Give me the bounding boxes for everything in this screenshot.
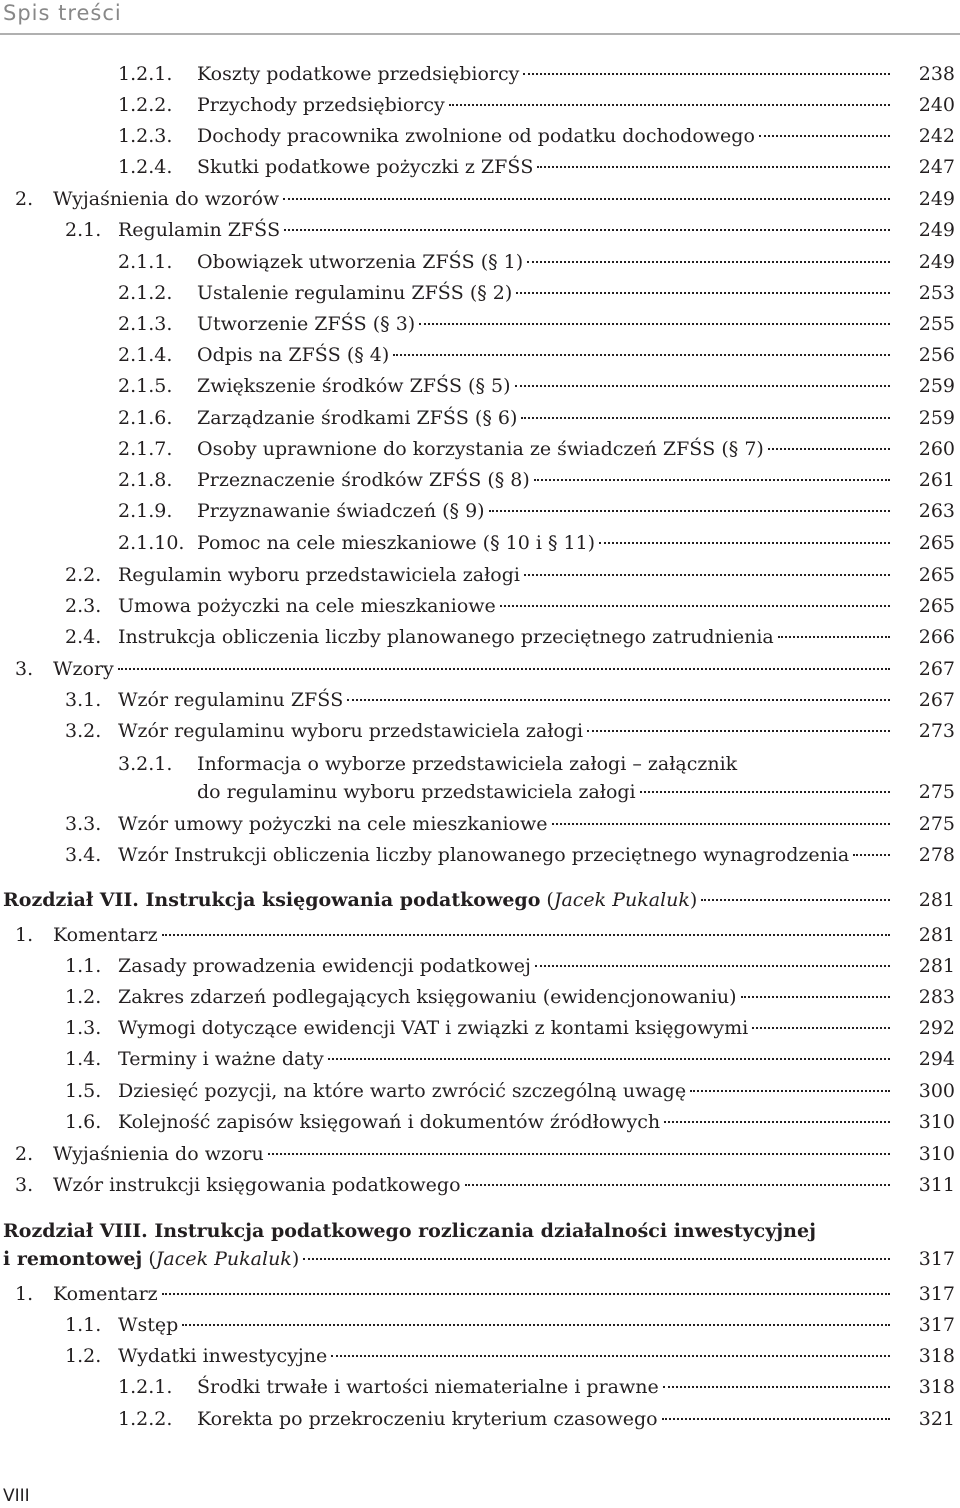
running-head-title: Spis treści xyxy=(3,1,122,25)
dot-leader xyxy=(853,854,890,856)
toc-entry[interactable] xyxy=(0,1014,960,1044)
toc-entry[interactable] xyxy=(0,778,960,808)
toc-entry-number: 2.1.5. xyxy=(118,375,173,397)
toc-entry-leader xyxy=(118,841,892,869)
dot-leader xyxy=(752,1027,890,1029)
toc-entry-leader xyxy=(53,1140,892,1168)
toc-entry-title: Środki trwałe i wartości niematerialne i prawne xyxy=(197,1376,659,1398)
toc-entry-number: 3.3. xyxy=(65,813,102,835)
toc-entry[interactable] xyxy=(0,341,960,371)
toc-entry-title: Wymogi dotyczące ewidencji VAT i związki z kontami księgowymi xyxy=(118,1017,749,1039)
toc-entry-page: 300 xyxy=(918,1080,955,1102)
toc-entry-leader xyxy=(118,1311,892,1339)
toc-entry-number: 3. xyxy=(15,1174,34,1196)
toc-entry-number: 2.1.9. xyxy=(118,500,173,522)
toc-entry-number: 1.2.3. xyxy=(118,125,173,147)
toc-entry-title: Dziesięć pozycji, na które warto zwrócić szczególną uwagę xyxy=(118,1080,687,1102)
toc-entry-number: 2.1.1. xyxy=(118,251,173,273)
toc-entry-title: Instrukcja obliczenia liczby planowanego przeciętnego zatrudnienia xyxy=(118,626,774,648)
toc-entry-title: Wzór umowy pożyczki na cele mieszkaniowe xyxy=(118,813,548,835)
toc-entry-page: 281 xyxy=(918,924,955,946)
toc-entry[interactable] xyxy=(0,952,960,982)
toc-entry-page: 292 xyxy=(918,1017,955,1039)
toc-entry-title: Odpis na ZFŚS (§ 4) xyxy=(197,344,390,366)
toc-entry[interactable] xyxy=(0,886,960,916)
toc-entry[interactable] xyxy=(0,841,960,871)
toc-entry-title: Przychody przedsiębiorcy xyxy=(197,94,445,116)
toc-entry-page: 275 xyxy=(918,781,955,803)
toc-entry-number: 2.1.10. xyxy=(118,532,185,554)
toc-entry[interactable] xyxy=(0,1140,960,1170)
toc-entry-page: 247 xyxy=(918,156,955,178)
toc-entry-page: 281 xyxy=(918,889,955,911)
toc-entry-number: 2.3. xyxy=(65,595,102,617)
dot-leader xyxy=(552,823,890,825)
toc-entry-number: 2.1.8. xyxy=(118,469,173,491)
toc-entry-leader xyxy=(197,91,892,119)
toc-entry-leader xyxy=(53,185,892,213)
toc-entry-number: 1.2.2. xyxy=(118,1408,173,1430)
chapter-title: Rozdział VII. Instrukcja księgowania podatkowego xyxy=(3,889,541,911)
toc-entry[interactable] xyxy=(0,1217,960,1247)
toc-entry-number: 2.1.6. xyxy=(118,407,173,429)
toc-entry-leader xyxy=(197,153,892,181)
toc-entry[interactable] xyxy=(0,686,960,716)
toc-entry-leader xyxy=(118,592,892,620)
toc-entry-title: Wzory xyxy=(53,658,114,680)
toc-entry-leader xyxy=(197,60,892,88)
toc-entry-leader xyxy=(197,497,892,525)
toc-entry-page: 260 xyxy=(918,438,955,460)
toc-entry[interactable] xyxy=(0,122,960,152)
toc-entry-number: 3.4. xyxy=(65,844,102,866)
chapter-title: i remontowej xyxy=(3,1248,143,1270)
dot-leader xyxy=(523,73,890,75)
toc-entry-page: 278 xyxy=(918,844,955,866)
dot-leader xyxy=(701,899,890,901)
toc-entry-title: Wzór regulaminu wyboru przedstawiciela załogi xyxy=(118,720,584,742)
toc-entry-leader xyxy=(197,310,892,338)
toc-entry-title: Wzór Instrukcji obliczenia liczby planowanego przeciętnego wynagrodzenia xyxy=(118,844,850,866)
toc-entry-number: 1. xyxy=(15,1283,34,1305)
toc-entry-leader xyxy=(53,1280,892,1308)
toc-entry-page: 317 xyxy=(918,1314,955,1336)
toc-entry-title: Zakres zdarzeń podlegających księgowaniu (ewidencjonowaniu) xyxy=(118,986,737,1008)
toc-entry-leader xyxy=(197,529,892,557)
toc-entry-leader xyxy=(197,279,892,307)
toc-entry-title: Koszty podatkowe przedsiębiorcy xyxy=(197,63,520,85)
toc-entry-page: 294 xyxy=(918,1048,955,1070)
toc-entry-leader xyxy=(118,810,892,838)
toc-entry[interactable] xyxy=(0,1405,960,1435)
toc-entry-leader xyxy=(118,216,892,244)
toc-entry-leader xyxy=(118,983,892,1011)
toc-entry-page: 240 xyxy=(918,94,955,116)
toc-entry[interactable] xyxy=(0,497,960,527)
toc-entry[interactable] xyxy=(0,1045,960,1075)
toc-entry-leader xyxy=(197,122,892,150)
toc-entry-leader xyxy=(118,1108,892,1136)
toc-entry[interactable] xyxy=(0,248,960,278)
toc-entry-page: 249 xyxy=(918,188,955,210)
toc-entry-leader xyxy=(118,1342,892,1370)
open-paren: ( xyxy=(142,1248,156,1270)
toc-entry-leader xyxy=(118,623,892,651)
dot-leader xyxy=(162,1293,890,1295)
toc-entry-page: 263 xyxy=(918,500,955,522)
toc-entry-number: 2.1.3. xyxy=(118,313,173,335)
toc-entry-number: 1.2.1. xyxy=(118,1376,173,1398)
toc-entry[interactable] xyxy=(0,310,960,340)
toc-entry-title: Wzór regulaminu ZFŚS xyxy=(118,689,344,711)
dot-leader xyxy=(587,730,890,732)
toc-entry[interactable] xyxy=(0,1171,960,1201)
toc-entry-leader xyxy=(197,248,892,276)
toc-entry[interactable] xyxy=(0,1373,960,1403)
toc-entry-number: 2. xyxy=(15,1143,34,1165)
dot-leader xyxy=(663,1386,890,1388)
toc-entry-number: 1.2.1. xyxy=(118,63,173,85)
toc-entry-number: 1.6. xyxy=(65,1111,102,1133)
toc-entry[interactable] xyxy=(0,1280,960,1310)
dot-leader xyxy=(515,385,891,387)
dot-leader xyxy=(162,934,890,936)
toc-entry-number: 2.4. xyxy=(65,626,102,648)
toc-entry-page: 275 xyxy=(918,813,955,835)
chapter-author: Jacek Pukaluk xyxy=(155,1248,292,1270)
toc-entry-page: 318 xyxy=(918,1345,955,1367)
toc-entry-number: 3.2. xyxy=(65,720,102,742)
toc-entry-number: 3. xyxy=(15,658,34,680)
toc-entry[interactable] xyxy=(0,435,960,465)
toc-entry-page: 318 xyxy=(918,1376,955,1398)
toc-entry-title: Pomoc na cele mieszkaniowe (§ 10 i § 11) xyxy=(197,532,596,554)
toc-entry[interactable] xyxy=(0,750,960,780)
toc-entry-title: Zasady prowadzenia ewidencji podatkowej xyxy=(118,955,531,977)
toc-entry-page: 317 xyxy=(918,1283,955,1305)
toc-entry[interactable] xyxy=(0,1342,960,1372)
chapter-heading xyxy=(3,886,892,914)
toc-entry-page: 310 xyxy=(918,1143,955,1165)
dot-leader xyxy=(640,791,890,793)
toc-entry[interactable] xyxy=(0,91,960,121)
toc-entry-number: 1.3. xyxy=(65,1017,102,1039)
toc-entry-number: 1.4. xyxy=(65,1048,102,1070)
toc-entry-title: Wydatki inwestycyjne xyxy=(118,1345,328,1367)
toc-entry-leader xyxy=(118,1014,892,1042)
toc-entry-number: 1. xyxy=(15,924,34,946)
toc-entry-number: 2.1.4. xyxy=(118,344,173,366)
toc-entry-page: 265 xyxy=(918,564,955,586)
toc-entry[interactable] xyxy=(0,921,960,951)
dot-leader xyxy=(500,605,890,607)
dot-leader xyxy=(489,510,890,512)
toc-entry[interactable] xyxy=(0,1311,960,1341)
toc-entry-number: 1.2. xyxy=(65,1345,102,1367)
toc-entry[interactable] xyxy=(0,404,960,434)
toc-entry-title: Informacja o wyborze przedstawiciela załogi – załącznik xyxy=(197,753,738,775)
toc-entry-page: 267 xyxy=(918,689,955,711)
toc-entry-title: Zarządzanie środkami ZFŚS (§ 6) xyxy=(197,407,518,429)
dot-leader xyxy=(524,574,890,576)
toc-entry[interactable] xyxy=(0,185,960,215)
toc-entry-title: Umowa pożyczki na cele mieszkaniowe xyxy=(118,595,496,617)
toc-entry-title: Regulamin ZFŚS xyxy=(118,219,281,241)
toc-entry-number: 2.1. xyxy=(65,219,102,241)
toc-entry[interactable] xyxy=(0,279,960,309)
toc-entry-leader xyxy=(118,717,892,745)
toc-entry-title: Korekta po przekroczeniu kryterium czasowego xyxy=(197,1408,658,1430)
dot-leader xyxy=(303,1258,890,1260)
toc-entry-title: Ustalenie regulaminu ZFŚS (§ 2) xyxy=(197,282,513,304)
toc-entry-title: Wstęp xyxy=(118,1314,179,1336)
dot-leader xyxy=(284,229,890,231)
toc-entry-page: 238 xyxy=(918,63,955,85)
toc-entry-number: 1.2. xyxy=(65,986,102,1008)
toc-entry-leader xyxy=(53,655,892,683)
dot-leader xyxy=(527,261,890,263)
toc-entry-leader xyxy=(197,372,892,400)
toc-entry[interactable] xyxy=(0,655,960,685)
toc-entry-number: 1.1. xyxy=(65,1314,102,1336)
dot-leader xyxy=(328,1058,890,1060)
dot-leader xyxy=(118,668,890,670)
toc-entry-leader xyxy=(118,1045,892,1073)
toc-entry-title: Skutki podatkowe pożyczki z ZFŚS xyxy=(197,156,534,178)
toc-entry[interactable] xyxy=(0,1245,960,1275)
toc-entry-page: 259 xyxy=(918,375,955,397)
toc-entry-leader xyxy=(197,1405,892,1433)
toc-entry-leader xyxy=(197,341,892,369)
toc-entry[interactable] xyxy=(0,466,960,496)
close-paren: ) xyxy=(291,1248,300,1270)
dot-leader xyxy=(534,479,890,481)
toc-entry-leader xyxy=(53,921,892,949)
toc-entry-page: 261 xyxy=(918,469,955,491)
page-number: VIII xyxy=(3,1486,30,1506)
toc-entry[interactable] xyxy=(0,372,960,402)
toc-entry-page: 249 xyxy=(918,251,955,273)
toc-entry-leader xyxy=(118,561,892,589)
toc-entry-number: 1.1. xyxy=(65,955,102,977)
dot-leader xyxy=(182,1324,890,1326)
dot-leader xyxy=(331,1355,890,1357)
toc-entry-title: Wyjaśnienia do wzoru xyxy=(53,1143,264,1165)
toc-entry-title: Komentarz xyxy=(53,1283,158,1305)
toc-entry-title: Zwiększenie środków ZFŚS (§ 5) xyxy=(197,375,511,397)
dot-leader xyxy=(768,448,890,450)
toc-entry-page: 310 xyxy=(918,1111,955,1133)
toc-entry-page: 242 xyxy=(918,125,955,147)
toc-entry-page: 253 xyxy=(918,282,955,304)
chapter-author: Jacek Pukaluk xyxy=(553,889,690,911)
dot-leader xyxy=(778,636,890,638)
dot-leader xyxy=(690,1090,890,1092)
toc-entry-title: Wyjaśnienia do wzorów xyxy=(53,188,280,210)
toc-entry-title: do regulaminu wyboru przedstawiciela załogi xyxy=(197,781,636,803)
toc-entry-title: Dochody pracownika zwolnione od podatku dochodowego xyxy=(197,125,755,147)
toc-entry-leader xyxy=(118,1077,892,1105)
toc-entry-page: 256 xyxy=(918,344,955,366)
toc-entry-leader xyxy=(197,466,892,494)
dot-leader xyxy=(664,1121,890,1123)
toc-entry-leader xyxy=(197,435,892,463)
toc-entry-page: 249 xyxy=(918,219,955,241)
toc-entry-number: 1.2.4. xyxy=(118,156,173,178)
toc-entry-title: Utworzenie ZFŚS (§ 3) xyxy=(197,313,416,335)
toc-entry-leader xyxy=(118,952,892,980)
toc-entry-number: 2.1.2. xyxy=(118,282,173,304)
toc-entry-number: 2.2. xyxy=(65,564,102,586)
toc-entry-page: 273 xyxy=(918,720,955,742)
toc-entry-leader xyxy=(197,778,892,806)
toc-entry-leader xyxy=(118,686,892,714)
dot-leader xyxy=(537,166,890,168)
dot-leader xyxy=(449,104,890,106)
toc-entry[interactable] xyxy=(0,623,960,653)
toc-entry-page: 321 xyxy=(918,1408,955,1430)
toc-entry-title: Przeznaczenie środków ZFŚS (§ 8) xyxy=(197,469,530,491)
toc-entry-page: 283 xyxy=(918,986,955,1008)
toc-entry[interactable] xyxy=(0,592,960,622)
toc-entry-title: Kolejność zapisów księgowań i dokumentów źródłowych xyxy=(118,1111,661,1133)
dot-leader xyxy=(347,699,890,701)
dot-leader xyxy=(419,323,890,325)
toc-entry[interactable] xyxy=(0,1077,960,1107)
toc-entry-leader xyxy=(197,404,892,432)
toc-entry-title: Przyznawanie świadczeń (§ 9) xyxy=(197,500,485,522)
toc-entry-title: Regulamin wyboru przedstawiciela załogi xyxy=(118,564,520,586)
toc-entry[interactable] xyxy=(0,717,960,747)
close-paren: ) xyxy=(689,889,698,911)
dot-leader xyxy=(521,417,890,419)
toc-entry[interactable] xyxy=(0,153,960,183)
toc-entry-title: Terminy i ważne daty xyxy=(118,1048,324,1070)
toc-entry-title: Komentarz xyxy=(53,924,158,946)
toc-entry-number: 1.2.2. xyxy=(118,94,173,116)
toc-entry[interactable] xyxy=(0,810,960,840)
toc-entry[interactable] xyxy=(0,983,960,1013)
toc-entry-title: Osoby uprawnione do korzystania ze świadczeń ZFŚS (§ 7) xyxy=(197,438,764,460)
toc-entry-page: 266 xyxy=(918,626,955,648)
toc-entry-page: 265 xyxy=(918,532,955,554)
toc-entry[interactable] xyxy=(0,60,960,90)
dot-leader xyxy=(759,135,890,137)
toc-entry-leader xyxy=(197,1373,892,1401)
chapter-heading xyxy=(3,1245,892,1273)
dot-leader xyxy=(465,1184,890,1186)
toc-entry-leader xyxy=(53,1171,892,1199)
open-paren: ( xyxy=(540,889,554,911)
toc-entry-number: 2.1.7. xyxy=(118,438,173,460)
dot-leader xyxy=(283,198,890,200)
toc-entry[interactable] xyxy=(0,216,960,246)
toc-entry-page: 265 xyxy=(918,595,955,617)
toc-entry[interactable] xyxy=(0,529,960,559)
toc-entry-page: 317 xyxy=(918,1248,955,1270)
dot-leader xyxy=(393,354,890,356)
toc-entry-title: Obowiązek utworzenia ZFŚS (§ 1) xyxy=(197,251,524,273)
toc-entry-number: 1.5. xyxy=(65,1080,102,1102)
toc-entry[interactable] xyxy=(0,1108,960,1138)
toc-entry[interactable] xyxy=(0,561,960,591)
dot-leader xyxy=(662,1418,890,1420)
toc-entry-number: 3.1. xyxy=(65,689,102,711)
toc-entry-page: 267 xyxy=(918,658,955,680)
dot-leader xyxy=(268,1153,890,1155)
chapter-title: Rozdział VIII. Instrukcja podatkowego rozliczania działalności inwestycyjnej xyxy=(3,1220,816,1242)
toc-entry-page: 311 xyxy=(918,1174,955,1196)
toc-entry-page: 259 xyxy=(918,407,955,429)
dot-leader xyxy=(741,996,890,998)
dot-leader xyxy=(535,965,890,967)
toc-entry-number: 2. xyxy=(15,188,34,210)
dot-leader xyxy=(599,542,890,544)
toc-entry-page: 281 xyxy=(918,955,955,977)
toc-entry-title: Wzór instrukcji księgowania podatkowego xyxy=(53,1174,461,1196)
dot-leader xyxy=(516,292,890,294)
toc-entry-page: 255 xyxy=(918,313,955,335)
toc-entry-number: 3.2.1. xyxy=(118,753,173,775)
